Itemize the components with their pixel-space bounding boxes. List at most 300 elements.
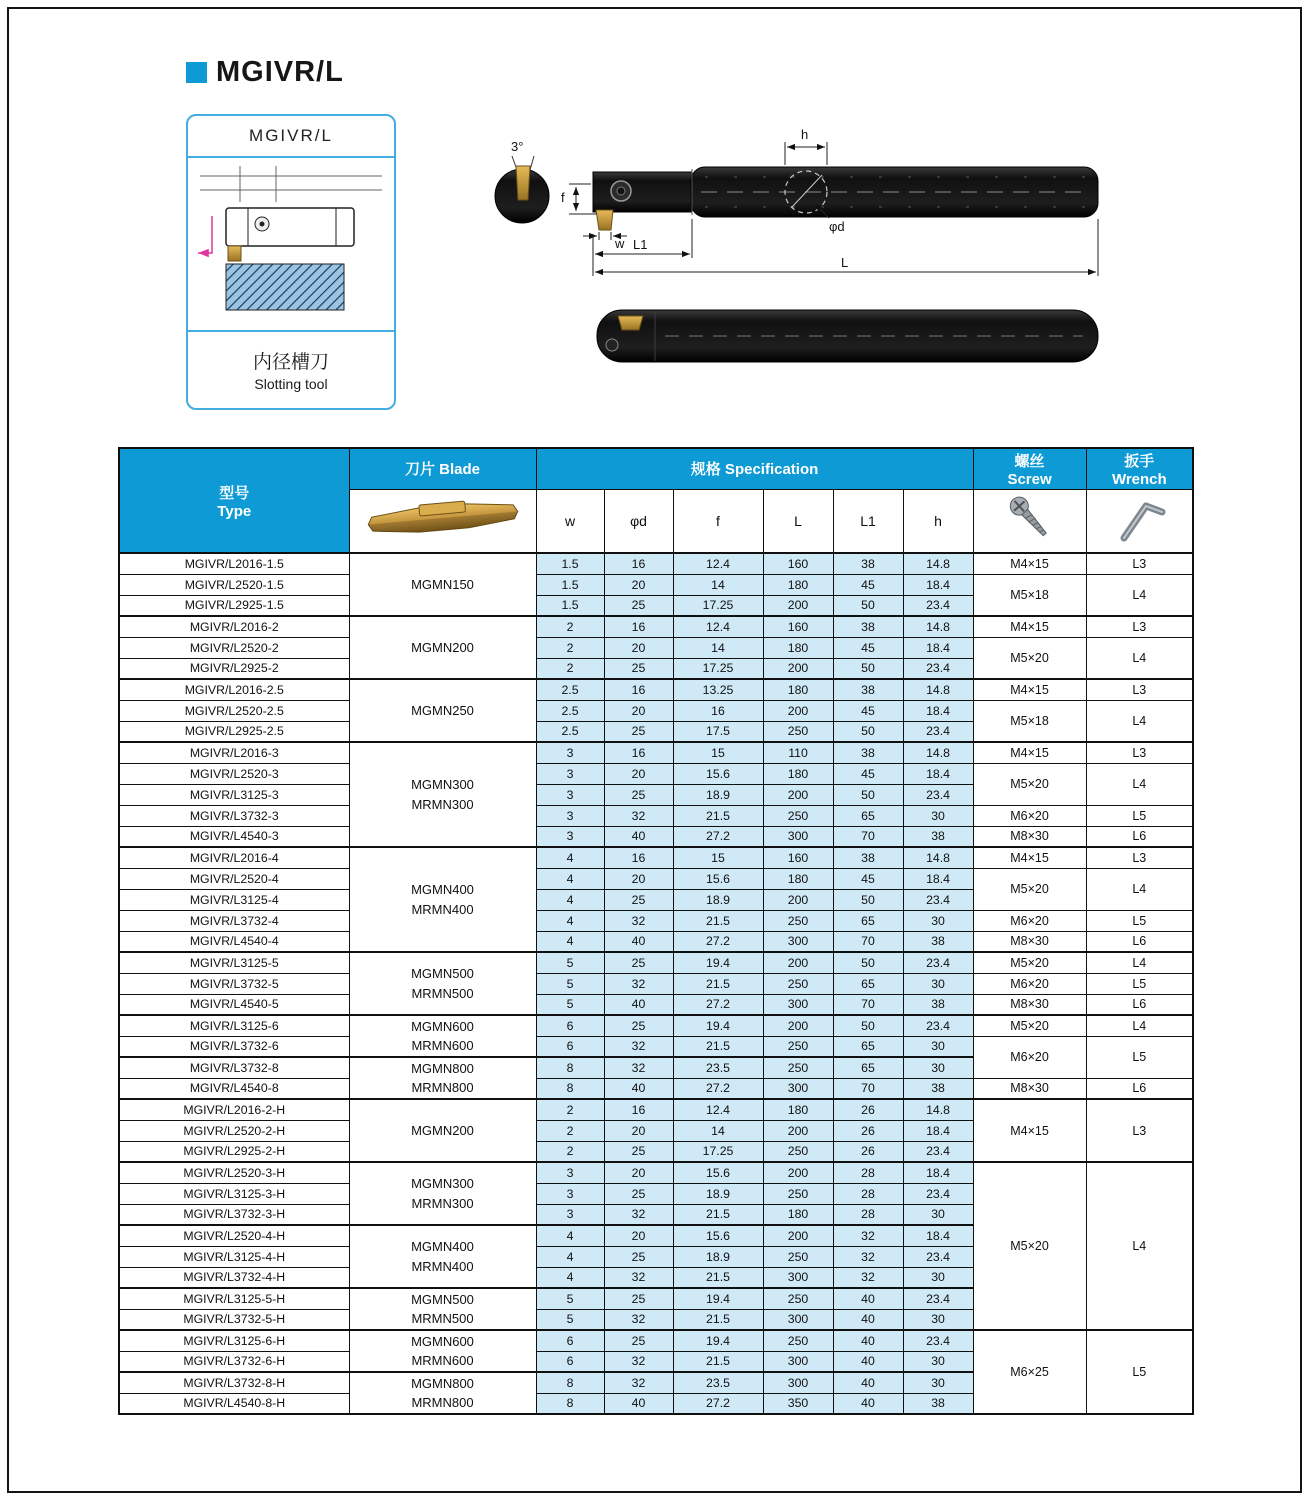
spec-cell: 19.4	[673, 952, 763, 973]
spec-cell: 2	[536, 616, 604, 637]
wrench-header-en: Wrench	[1111, 470, 1167, 488]
spec-cell: 13.25	[673, 679, 763, 700]
spec-cell: 2	[536, 1099, 604, 1120]
type-cell: MGIVR/L2520-4	[119, 868, 349, 889]
type-cell: MGIVR/L2520-2-H	[119, 1120, 349, 1141]
col-header-h: h	[903, 489, 973, 553]
spec-cell: 40	[604, 931, 673, 952]
spec-cell: 180	[763, 1099, 833, 1120]
spec-cell: 25	[604, 1330, 673, 1351]
spec-cell: 4	[536, 910, 604, 931]
spec-cell: 20	[604, 763, 673, 784]
spec-cell: 45	[833, 637, 903, 658]
spec-cell: 180	[763, 574, 833, 595]
spec-cell: 25	[604, 658, 673, 679]
spec-cell: 200	[763, 595, 833, 616]
wrench-cell: L5	[1086, 805, 1193, 826]
spec-table-body	[119, 553, 1193, 1414]
spec-cell: 17.5	[673, 721, 763, 742]
type-cell: MGIVR/L3125-6-H	[119, 1330, 349, 1351]
spec-cell: 32	[604, 805, 673, 826]
card-technical-sketch	[188, 160, 394, 328]
title-bullet-square	[186, 62, 207, 83]
spec-cell: 15.6	[673, 1225, 763, 1246]
col-header-phi-d: φd	[604, 489, 673, 553]
type-cell: MGIVR/L2925-1.5	[119, 595, 349, 616]
screw-cell: M4×15	[973, 847, 1086, 868]
spec-cell: 32	[833, 1267, 903, 1288]
spec-cell: 28	[833, 1162, 903, 1183]
spec-cell: 6	[536, 1351, 604, 1372]
screw-cell: M6×20	[973, 805, 1086, 826]
spec-cell: 200	[763, 658, 833, 679]
spec-cell: 300	[763, 1309, 833, 1330]
spec-cell: 16	[604, 616, 673, 637]
spec-cell: 30	[903, 973, 973, 994]
spec-cell: 4	[536, 1267, 604, 1288]
blade-cell: MGMN150	[349, 553, 536, 616]
screw-cell: M4×15	[973, 1099, 1086, 1162]
screw-icon-cell	[973, 489, 1086, 553]
wrench-cell: L4	[1086, 1162, 1193, 1330]
spec-cell: 20	[604, 1162, 673, 1183]
spec-cell: 21.5	[673, 1267, 763, 1288]
blade-cell: MGMN500 MRMN500	[349, 952, 536, 1015]
spec-cell: 3	[536, 1162, 604, 1183]
spec-cell: 23.4	[903, 1015, 973, 1036]
wrench-cell: L4	[1086, 574, 1193, 616]
spec-cell: 50	[833, 721, 903, 742]
wrench-icon-cell	[1086, 489, 1193, 553]
spec-cell: 5	[536, 1309, 604, 1330]
wrench-cell: L6	[1086, 826, 1193, 847]
page-title: MGIVR/L	[216, 56, 344, 88]
card-drawing-area	[188, 158, 394, 332]
type-cell: MGIVR/L3732-4-H	[119, 1267, 349, 1288]
spec-cell: 250	[763, 1057, 833, 1078]
spec-cell: 20	[604, 637, 673, 658]
spec-cell: 65	[833, 973, 903, 994]
spec-cell: 18.4	[903, 700, 973, 721]
spec-cell: 15.6	[673, 1162, 763, 1183]
spec-cell: 28	[833, 1204, 903, 1225]
spec-cell: 38	[903, 1393, 973, 1414]
spec-cell: 300	[763, 1372, 833, 1393]
spec-cell: 160	[763, 616, 833, 637]
insert-tip-sketch	[228, 246, 241, 261]
spec-cell: 200	[763, 889, 833, 910]
spec-cell: 17.25	[673, 595, 763, 616]
bore-guide-lines	[200, 166, 382, 202]
spec-cell: 8	[536, 1078, 604, 1099]
spec-cell: 30	[903, 805, 973, 826]
type-cell: MGIVR/L4540-5	[119, 994, 349, 1015]
blade-cell: MGMN300 MRMN300	[349, 1162, 536, 1225]
tool-side-view	[597, 310, 1098, 362]
blade-cell: MGMN200	[349, 1099, 536, 1162]
wrench-cell: L4	[1086, 700, 1193, 742]
wrench-cell: L3	[1086, 553, 1193, 574]
spec-cell: 14.8	[903, 847, 973, 868]
tool-top-view	[593, 167, 1098, 230]
spec-cell: 23.4	[903, 1246, 973, 1267]
spec-cell: 4	[536, 847, 604, 868]
type-header-zh: 型号	[219, 484, 250, 502]
spec-cell: 2.5	[536, 700, 604, 721]
spec-cell: 250	[763, 1036, 833, 1057]
type-cell: MGIVR/L3125-3	[119, 784, 349, 805]
wrench-cell: L4	[1086, 1015, 1193, 1036]
type-cell: MGIVR/L2016-2	[119, 616, 349, 637]
spec-cell: 18.4	[903, 1225, 973, 1246]
spec-cell: 30	[903, 1036, 973, 1057]
screw-cell: M5×20	[973, 952, 1086, 973]
spec-cell: 65	[833, 910, 903, 931]
spec-cell: 23.4	[903, 1141, 973, 1162]
spec-cell: 21.5	[673, 1036, 763, 1057]
spec-cell: 250	[763, 1330, 833, 1351]
spec-cell: 18.9	[673, 1246, 763, 1267]
wrench-cell: L5	[1086, 973, 1193, 994]
spec-cell: 50	[833, 784, 903, 805]
spec-cell: 70	[833, 931, 903, 952]
spec-cell: 28	[833, 1183, 903, 1204]
type-cell: MGIVR/L4540-4	[119, 931, 349, 952]
table-row	[119, 910, 1193, 931]
spec-cell: 40	[833, 1351, 903, 1372]
spec-cell: 8	[536, 1393, 604, 1414]
spec-cell: 32	[833, 1225, 903, 1246]
dim-label-w: w	[615, 236, 625, 251]
spec-cell: 14.8	[903, 679, 973, 700]
spec-cell: 180	[763, 763, 833, 784]
screw-cell: M5×20	[973, 637, 1086, 679]
spec-cell: 25	[604, 952, 673, 973]
type-cell: MGIVR/L3125-3-H	[119, 1183, 349, 1204]
spec-cell: 40	[604, 1393, 673, 1414]
technical-drawing	[455, 118, 1155, 398]
spec-cell: 18.4	[903, 868, 973, 889]
screw-cell: M8×30	[973, 994, 1086, 1015]
spec-cell: 30	[903, 1267, 973, 1288]
type-cell: MGIVR/L3732-4	[119, 910, 349, 931]
spec-cell: 2	[536, 658, 604, 679]
screw-cell: M6×20	[973, 1036, 1086, 1078]
table-row	[119, 742, 1193, 763]
spec-cell: 21.5	[673, 910, 763, 931]
spec-cell: 18.9	[673, 784, 763, 805]
spec-cell: 20	[604, 700, 673, 721]
spec-cell: 160	[763, 847, 833, 868]
spec-cell: 3	[536, 826, 604, 847]
spec-cell: 18.9	[673, 889, 763, 910]
spec-cell: 38	[833, 679, 903, 700]
spec-cell: 15.6	[673, 868, 763, 889]
spec-cell: 50	[833, 658, 903, 679]
table-row	[119, 574, 1193, 595]
spec-cell: 23.4	[903, 1288, 973, 1309]
spec-cell: 14	[673, 1120, 763, 1141]
spec-cell: 32	[604, 1372, 673, 1393]
wrench-cell: L5	[1086, 910, 1193, 931]
wrench-cell: L3	[1086, 616, 1193, 637]
type-cell: MGIVR/L3125-6	[119, 1015, 349, 1036]
spec-cell: 160	[763, 553, 833, 574]
spec-cell: 40	[833, 1330, 903, 1351]
wrench-column-header	[1086, 448, 1193, 489]
spec-cell: 23.4	[903, 784, 973, 805]
spec-cell: 21.5	[673, 1351, 763, 1372]
spec-cell: 32	[604, 1204, 673, 1225]
screw-cell: M4×15	[973, 616, 1086, 637]
type-cell: MGIVR/L2016-1.5	[119, 553, 349, 574]
spec-cell: 15.6	[673, 763, 763, 784]
feed-direction-arrow	[198, 216, 212, 253]
blade-cell: MGMN600 MRMN600	[349, 1330, 536, 1372]
spec-cell: 2	[536, 637, 604, 658]
table-row	[119, 952, 1193, 973]
screw-icon	[1003, 490, 1057, 546]
spec-cell: 25	[604, 1141, 673, 1162]
spec-cell: 50	[833, 889, 903, 910]
spec-cell: 16	[604, 679, 673, 700]
table-row	[119, 1099, 1193, 1120]
screw-cell: M6×20	[973, 973, 1086, 994]
spec-cell: 32	[604, 1036, 673, 1057]
spec-cell: 25	[604, 1015, 673, 1036]
spec-cell: 300	[763, 826, 833, 847]
wrench-cell: L3	[1086, 742, 1193, 763]
wrench-cell: L3	[1086, 847, 1193, 868]
type-cell: MGIVR/L2925-2-H	[119, 1141, 349, 1162]
type-cell: MGIVR/L2520-2.5	[119, 700, 349, 721]
spec-cell: 1.5	[536, 553, 604, 574]
spec-cell: 25	[604, 1183, 673, 1204]
spec-cell: 4	[536, 868, 604, 889]
spec-cell: 12.4	[673, 553, 763, 574]
spec-cell: 5	[536, 973, 604, 994]
spec-cell: 25	[604, 721, 673, 742]
spec-cell: 20	[604, 574, 673, 595]
spec-cell: 4	[536, 1225, 604, 1246]
type-cell: MGIVR/L3125-4-H	[119, 1246, 349, 1267]
type-cell: MGIVR/L4540-8-H	[119, 1393, 349, 1414]
spec-cell: 20	[604, 868, 673, 889]
blade-cell: MGMN400 MRMN400	[349, 1225, 536, 1288]
screw-cell: M6×25	[973, 1330, 1086, 1414]
clamp-screw-side	[606, 339, 618, 351]
screw-header-zh: 螺丝	[1014, 452, 1045, 470]
spec-cell: 3	[536, 805, 604, 826]
insert-cross-section	[516, 166, 530, 200]
spec-cell: 6	[536, 1036, 604, 1057]
type-column-header	[119, 448, 349, 553]
screw-cell: M5×20	[973, 1162, 1086, 1330]
type-cell: MGIVR/L2520-3-H	[119, 1162, 349, 1183]
spec-cell: 23.4	[903, 658, 973, 679]
spec-cell: 40	[833, 1393, 903, 1414]
spec-cell: 6	[536, 1015, 604, 1036]
type-cell: MGIVR/L2520-3	[119, 763, 349, 784]
spec-cell: 25	[604, 1246, 673, 1267]
screw-cell: M8×30	[973, 1078, 1086, 1099]
spec-cell: 25	[604, 595, 673, 616]
blade-cell: MGMN500 MRMN500	[349, 1288, 536, 1330]
spec-cell: 14.8	[903, 742, 973, 763]
spec-cell: 180	[763, 1204, 833, 1225]
spec-cell: 21.5	[673, 1309, 763, 1330]
blade-insert-image-cell	[349, 489, 536, 553]
dim-label-phi-d: φd	[829, 219, 845, 234]
spec-cell: 32	[604, 1057, 673, 1078]
table-row	[119, 1330, 1193, 1351]
wrench-cell: L6	[1086, 1078, 1193, 1099]
spec-cell: 23.5	[673, 1057, 763, 1078]
type-cell: MGIVR/L3125-5	[119, 952, 349, 973]
spec-cell: 50	[833, 595, 903, 616]
spec-cell: 32	[604, 1267, 673, 1288]
spec-cell: 3	[536, 1204, 604, 1225]
spec-cell: 27.2	[673, 826, 763, 847]
spec-cell: 32	[604, 973, 673, 994]
type-cell: MGIVR/L3732-6-H	[119, 1351, 349, 1372]
spec-cell: 25	[604, 889, 673, 910]
spec-cell: 38	[833, 553, 903, 574]
type-cell: MGIVR/L3732-3	[119, 805, 349, 826]
wrench-cell: L3	[1086, 679, 1193, 700]
table-row	[119, 616, 1193, 637]
spec-cell: 30	[903, 1204, 973, 1225]
spec-cell: 27.2	[673, 994, 763, 1015]
tool-holder-sketch	[226, 208, 354, 261]
spec-cell: 19.4	[673, 1330, 763, 1351]
screw-cell: M4×15	[973, 553, 1086, 574]
spec-cell: 18.4	[903, 637, 973, 658]
table-row	[119, 826, 1193, 847]
spec-cell: 15	[673, 847, 763, 868]
spec-cell: 8	[536, 1057, 604, 1078]
spec-cell: 21.5	[673, 973, 763, 994]
spec-cell: 30	[903, 910, 973, 931]
spec-cell: 45	[833, 763, 903, 784]
screw-cell: M6×20	[973, 910, 1086, 931]
page-header	[186, 56, 344, 89]
spec-cell: 26	[833, 1120, 903, 1141]
dim-label-h: h	[801, 127, 809, 142]
wrench-cell: L4	[1086, 637, 1193, 679]
spec-cell: 16	[604, 553, 673, 574]
spec-cell: 15	[673, 742, 763, 763]
spec-cell: 50	[833, 952, 903, 973]
screw-header-en: Screw	[1007, 470, 1052, 488]
product-card	[186, 114, 396, 410]
spec-cell: 26	[833, 1099, 903, 1120]
spec-cell: 16	[604, 742, 673, 763]
spec-cell: 32	[604, 910, 673, 931]
table-row	[119, 847, 1193, 868]
spec-cell: 27.2	[673, 1393, 763, 1414]
spec-cell: 27.2	[673, 931, 763, 952]
spec-cell: 250	[763, 1141, 833, 1162]
dim-label-l: L	[841, 255, 849, 270]
spec-cell: 65	[833, 1036, 903, 1057]
type-cell: MGIVR/L2016-2-H	[119, 1099, 349, 1120]
spec-cell: 300	[763, 1078, 833, 1099]
wrench-cell: L6	[1086, 994, 1193, 1015]
spec-cell: 23.4	[903, 952, 973, 973]
spec-cell: 5	[536, 952, 604, 973]
type-cell: MGIVR/L3732-5	[119, 973, 349, 994]
wrench-cell: L5	[1086, 1036, 1193, 1078]
spec-cell: 32	[604, 1309, 673, 1330]
spec-cell: 3	[536, 742, 604, 763]
card-caption-zh: 内径槽刀	[252, 351, 329, 373]
spec-cell: 38	[903, 826, 973, 847]
spec-cell: 180	[763, 637, 833, 658]
insert-edge-side	[618, 316, 643, 330]
spec-cell: 16	[673, 700, 763, 721]
spec-cell: 40	[833, 1309, 903, 1330]
spec-cell: 12.4	[673, 616, 763, 637]
cross-section-view	[495, 139, 549, 223]
spec-cell: 18.4	[903, 763, 973, 784]
spec-cell: 1.5	[536, 574, 604, 595]
screw-cell: M5×20	[973, 763, 1086, 805]
type-cell: MGIVR/L3732-5-H	[119, 1309, 349, 1330]
screw-cell: M5×18	[973, 574, 1086, 616]
spec-cell: 38	[903, 994, 973, 1015]
spec-cell: 45	[833, 574, 903, 595]
screw-column-header	[973, 448, 1086, 489]
spec-column-header: 规格 Specification	[536, 448, 973, 489]
spec-cell: 21.5	[673, 805, 763, 826]
spec-cell: 2.5	[536, 679, 604, 700]
spec-cell: 6	[536, 1330, 604, 1351]
spec-cell: 300	[763, 931, 833, 952]
spec-cell: 1.5	[536, 595, 604, 616]
dim-label-l1: L1	[633, 237, 648, 252]
spec-cell: 40	[604, 826, 673, 847]
spec-cell: 14.8	[903, 616, 973, 637]
wrench-header-zh: 扳手	[1124, 452, 1155, 470]
spec-cell: 3	[536, 1183, 604, 1204]
blade-cell: MGMN200	[349, 616, 536, 679]
spec-cell: 45	[833, 700, 903, 721]
type-cell: MGIVR/L2925-2.5	[119, 721, 349, 742]
spec-cell: 14	[673, 574, 763, 595]
blade-cell: MGMN400 MRMN400	[349, 847, 536, 952]
spec-cell: 250	[763, 973, 833, 994]
spec-cell: 5	[536, 994, 604, 1015]
screw-cell: M4×15	[973, 742, 1086, 763]
wrench-icon	[1112, 490, 1166, 546]
wrench-cell: L6	[1086, 931, 1193, 952]
spec-cell: 200	[763, 700, 833, 721]
spec-cell: 38	[833, 616, 903, 637]
blade-cell: MGMN250	[349, 679, 536, 742]
spec-cell: 300	[763, 1267, 833, 1288]
table-row	[119, 1036, 1193, 1057]
spec-cell: 3	[536, 763, 604, 784]
table-row	[119, 1015, 1193, 1036]
type-cell: MGIVR/L2520-2	[119, 637, 349, 658]
spec-cell: 17.25	[673, 1141, 763, 1162]
spec-cell: 25	[604, 1288, 673, 1309]
blade-cell: MGMN300 MRMN300	[349, 742, 536, 847]
spec-cell: 200	[763, 784, 833, 805]
blade-cell: MGMN600 MRMN600	[349, 1015, 536, 1057]
insert-tip	[596, 210, 613, 230]
